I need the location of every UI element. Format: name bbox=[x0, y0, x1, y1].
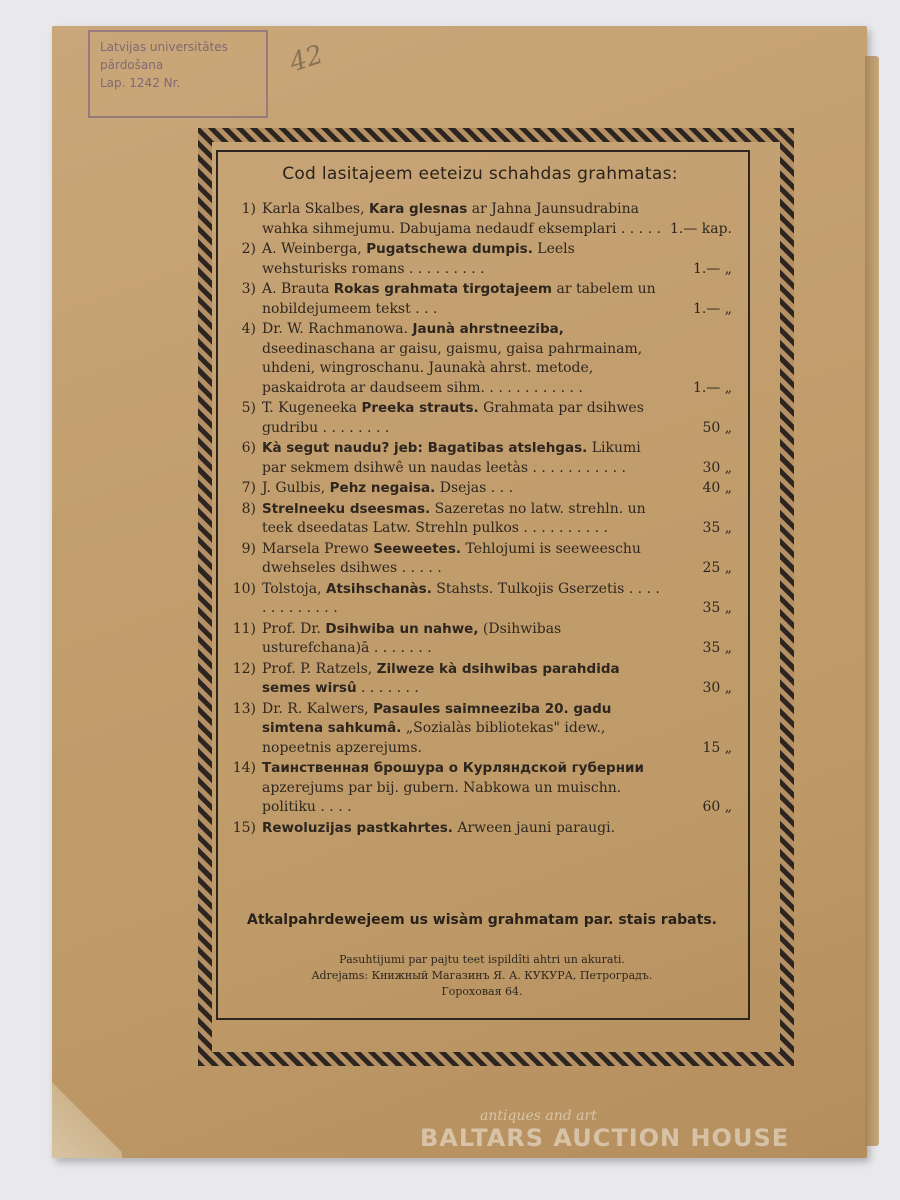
item-title: Atsihschanàs. bbox=[326, 580, 432, 597]
item-price: 1.— kap. bbox=[669, 220, 732, 237]
stamp-line-2: pārdošana bbox=[100, 58, 164, 72]
item-number: 4) bbox=[241, 321, 256, 337]
item-description: Likumi par sekmem dsihwê un naudas leetàs . . . . . . . . . . . bbox=[262, 440, 641, 476]
stamp-line-1: Latvijas universitātes bbox=[100, 40, 228, 54]
page-heading: Cod lasitajeem eeteizu schahdas grahmatas: bbox=[282, 164, 678, 184]
item-title: Kà segut naudu? jeb: Bagatibas atslehgas. bbox=[262, 440, 588, 456]
item-price: 35 „ bbox=[702, 520, 732, 536]
item-description: apzerejums par bij. gubern. Nabkowa un muischn. politiku . . . . bbox=[262, 779, 622, 815]
item-description: Dsejas . . . bbox=[439, 480, 514, 496]
list-item bbox=[232, 280, 732, 319]
list-item bbox=[232, 479, 732, 499]
item-number: 1) bbox=[241, 201, 256, 217]
item-description: Tehlojumi is seeweeschu dwehseles dsihwes . . . . . bbox=[262, 540, 641, 576]
item-author: Prof. Dr. bbox=[262, 620, 321, 637]
item-price: 30 „ bbox=[702, 680, 732, 696]
item-text bbox=[262, 240, 662, 279]
item-text bbox=[262, 479, 662, 499]
item-title: Zilweze kà dsihwibas parahdida semes wirsû bbox=[262, 660, 620, 696]
item-author: Tolstoja, bbox=[262, 580, 322, 597]
list-item bbox=[232, 540, 732, 579]
list-item bbox=[232, 399, 732, 438]
item-number: 13) bbox=[232, 700, 256, 717]
item-description: ar tabelem un nobildejumeem tekst . . . bbox=[262, 281, 656, 317]
book-list bbox=[232, 200, 732, 839]
item-price: 25 „ bbox=[702, 560, 732, 576]
item-text bbox=[262, 580, 662, 619]
item-price: 60 „ bbox=[702, 799, 732, 815]
item-number: 12) bbox=[232, 660, 256, 677]
item-number: 2) bbox=[241, 241, 256, 257]
item-title: Kara glesnas bbox=[369, 201, 468, 217]
item-author: T. Kugeneeka bbox=[262, 400, 358, 416]
list-item bbox=[232, 500, 732, 539]
item-description: Grahmata par dsihwes gudribu . . . . . . . . bbox=[262, 400, 644, 436]
item-title: Seeweetes. bbox=[373, 540, 461, 557]
list-item bbox=[232, 439, 732, 478]
item-price: 35 „ bbox=[702, 600, 732, 616]
item-description: Leels wehsturisks romans . . . . . . . . . bbox=[262, 241, 575, 277]
list-item bbox=[232, 320, 732, 398]
item-text bbox=[262, 620, 662, 659]
item-title: Preeka strauts. bbox=[361, 400, 479, 416]
page-edge bbox=[865, 56, 879, 1146]
pencil-note: 42 bbox=[286, 39, 327, 79]
item-author: Dr. R. Kalwers, bbox=[262, 700, 369, 717]
order-line-3: Гороховая 64. bbox=[441, 985, 523, 998]
item-description: . . . . . . . bbox=[361, 680, 419, 696]
watermark-name: BALTARS AUCTION HOUSE bbox=[420, 1124, 790, 1152]
item-number: 3) bbox=[241, 281, 256, 297]
item-text bbox=[262, 399, 662, 438]
list-item bbox=[232, 759, 732, 818]
order-line-1: Pasuhtijumi par pajtu teet ispildîti ahtri un akurati. bbox=[339, 953, 625, 966]
item-price: 40 „ bbox=[702, 480, 732, 496]
item-text bbox=[262, 200, 662, 239]
item-author: Prof. P. Ratzels, bbox=[262, 660, 373, 677]
item-title: Strelneeku dseesmas. bbox=[262, 500, 431, 517]
list-item bbox=[232, 580, 732, 619]
item-number: 5) bbox=[241, 400, 256, 416]
item-author: A. Weinberga, bbox=[262, 241, 362, 257]
item-author: J. Gulbis, bbox=[262, 480, 326, 496]
item-text bbox=[262, 660, 662, 699]
library-stamp bbox=[88, 30, 268, 118]
item-text bbox=[262, 540, 662, 579]
item-author: A. Brauta bbox=[262, 281, 330, 297]
item-description: Arween jauni paraugi. bbox=[457, 819, 616, 836]
item-price: 1.— „ bbox=[692, 300, 732, 317]
item-number: 9) bbox=[241, 540, 256, 557]
stamp-line-3: Lap. 1242 Nr. bbox=[100, 76, 181, 90]
item-text bbox=[262, 320, 662, 398]
torn-corner bbox=[52, 1078, 122, 1158]
item-number: 7) bbox=[241, 480, 256, 496]
item-title: Pehz negaisa. bbox=[329, 480, 436, 496]
item-text bbox=[262, 280, 662, 319]
order-line-2: Adrejams: Книжный Магазинъ Я. А. КУКУРА, Петроградъ. bbox=[311, 969, 653, 982]
item-title: Pasaules saimneeziba 20. gadu simtena sahkumâ. bbox=[262, 700, 612, 736]
reseller-discount-note: Atkalpahrdewejeem us wisàm grahmatam par. stais rabats. bbox=[247, 912, 717, 928]
item-description: Stahsts. Tulkojis Gserzetis . . . . . . . . . . . . . bbox=[262, 580, 660, 616]
item-title: Dsihwiba un nahwe, bbox=[325, 620, 479, 637]
item-number: 10) bbox=[232, 580, 256, 597]
item-number: 8) bbox=[241, 500, 256, 517]
item-text bbox=[262, 819, 662, 839]
list-item bbox=[232, 200, 732, 239]
list-item bbox=[232, 620, 732, 659]
item-number: 14) bbox=[232, 760, 256, 776]
list-item bbox=[232, 660, 732, 699]
item-price: 35 „ bbox=[702, 640, 732, 656]
item-description: dseedinaschana ar gaisu, gaismu, gaisa pahrmainam, uhdeni, wingroschanu. Jaunakà ahrst. metode, paskaidrota ar daudseem sihm. . . . . . . . . . . . bbox=[262, 340, 643, 396]
item-title: Pugatschewa dumpis. bbox=[366, 241, 533, 257]
item-price: 15 „ bbox=[702, 739, 732, 756]
auction-watermark bbox=[420, 1108, 840, 1152]
item-author: Karla Skalbes, bbox=[262, 201, 365, 217]
item-author: Dr. W. Rachmanowa. bbox=[262, 321, 409, 337]
item-title: Jaunà ahrstneeziba, bbox=[412, 321, 564, 337]
item-title: Rokas grahmata tirgotajeem bbox=[333, 281, 553, 297]
list-item bbox=[232, 240, 732, 279]
item-text bbox=[262, 759, 662, 818]
item-description: „Sozialàs bibliotekas" idew., nopeetnis apzerejums. bbox=[262, 720, 606, 756]
item-text bbox=[262, 439, 662, 478]
item-number: 11) bbox=[232, 620, 256, 637]
item-description: (Dsihwibas usturefchana)ā . . . . . . . bbox=[262, 620, 562, 656]
order-info bbox=[236, 952, 728, 1000]
list-item bbox=[232, 700, 732, 759]
item-price: 30 „ bbox=[702, 459, 732, 476]
item-price: 1.— „ bbox=[692, 379, 732, 396]
item-price: 1.— „ bbox=[692, 260, 732, 277]
item-price: 50 „ bbox=[702, 419, 732, 436]
list-item bbox=[232, 819, 732, 839]
item-author: Marsela Prewo bbox=[262, 540, 369, 557]
item-text bbox=[262, 700, 662, 759]
item-text bbox=[262, 500, 662, 539]
item-description: Sazeretas no latw. strehln. un teek dseedatas Latw. Strehln pulkos . . . . . . . . . . bbox=[262, 500, 646, 536]
item-description: ar Jahna Jaunsudrabina wahka sihmejumu. Dabujama nedaudf eksemplari . . . . . bbox=[262, 201, 661, 237]
watermark-tagline: antiques and art bbox=[480, 1108, 597, 1124]
item-number: 6) bbox=[241, 440, 256, 456]
item-number: 15) bbox=[232, 819, 256, 836]
item-title: Таинственная брошура о Курляндской губернии bbox=[262, 760, 644, 776]
item-title: Rewoluzijas pastkahrtes. bbox=[262, 819, 453, 836]
